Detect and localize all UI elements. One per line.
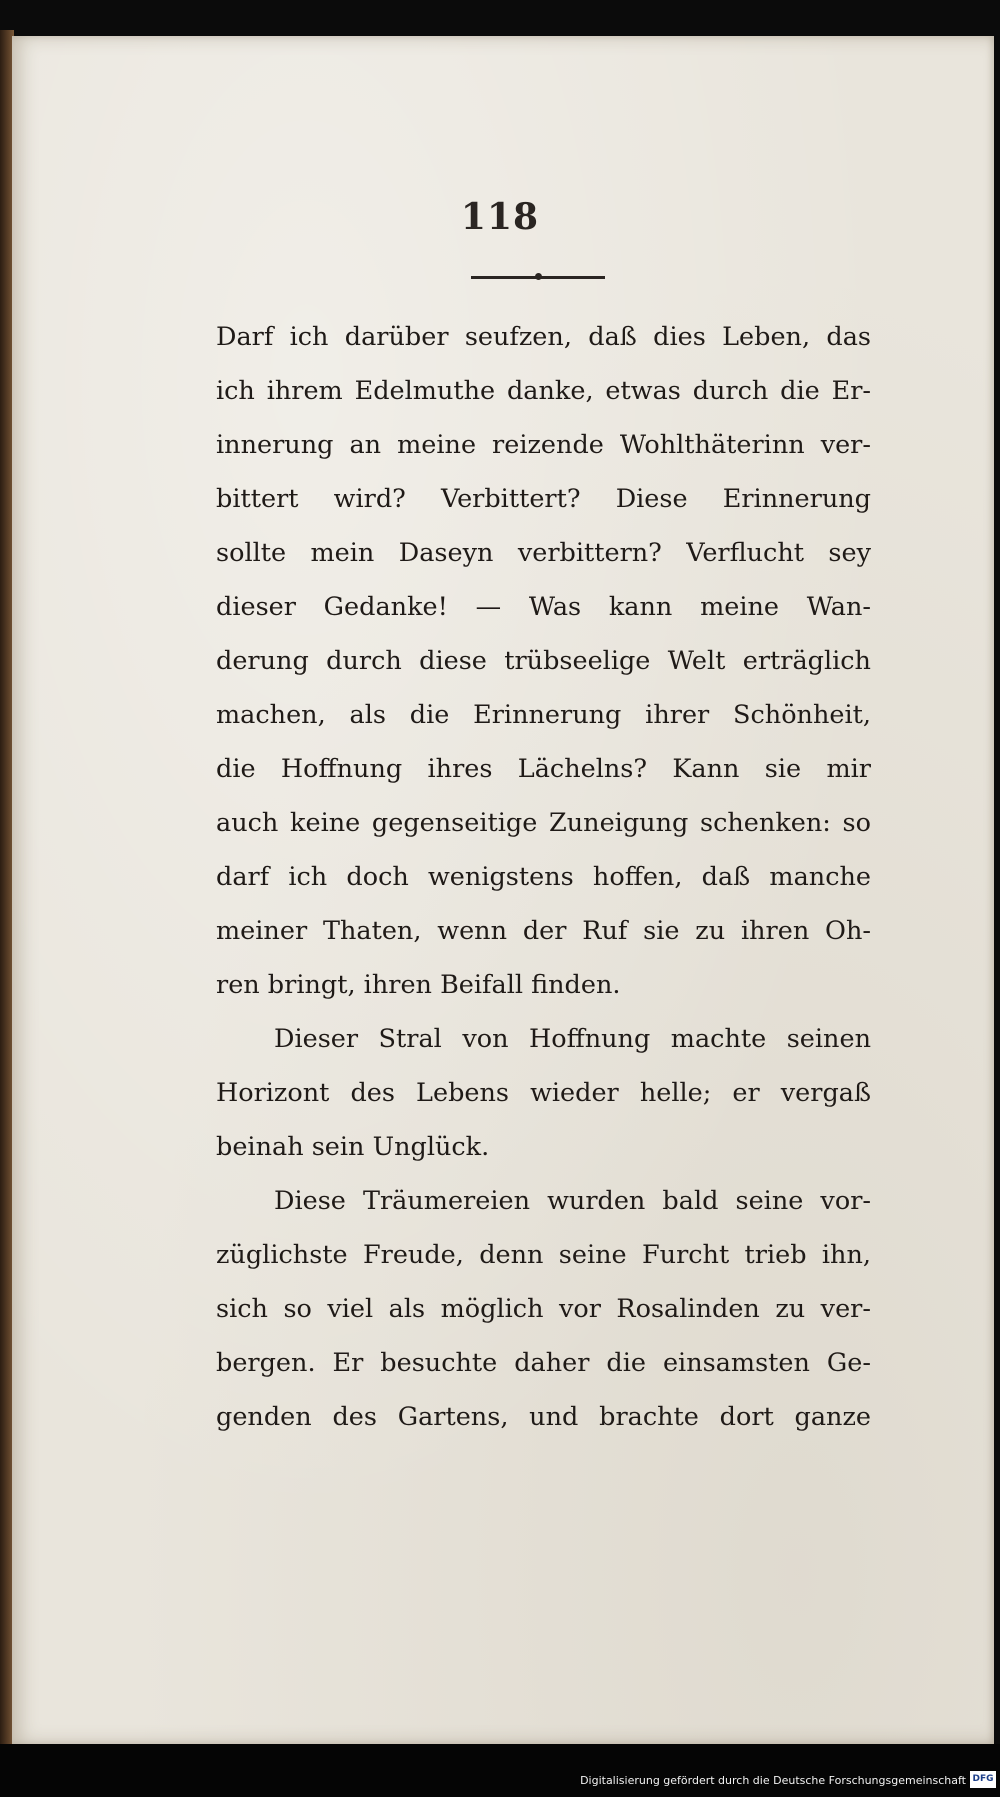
text-line: innerung an meine reizende Wohlthäterinn ver-	[216, 430, 871, 460]
text-line: beinah sein Unglück.	[216, 1132, 490, 1162]
text-line: auch keine gegenseitige Zuneigung schenken: so	[216, 808, 871, 838]
text-line: züglichste Freude, denn seine Furcht trieb ihn,	[216, 1240, 871, 1270]
text-line: sollte mein Daseyn verbittern? Verflucht sey	[216, 538, 871, 568]
text-line: derung durch diese trübseelige Welt erträglich	[216, 646, 871, 676]
text-line: ren bringt, ihren Beifall finden.	[216, 970, 621, 1000]
footer-bar	[0, 1744, 1000, 1797]
funding-credit: Digitalisierung gefördert durch die Deutsche Forschungsgemeinschaft	[580, 1774, 966, 1787]
text-line: bergen. Er besuchte daher die einsamsten Ge-	[216, 1348, 871, 1378]
text-line: Diese Träumereien wurden bald seine vor-	[274, 1186, 871, 1216]
page-number-rule	[471, 276, 605, 279]
page-number: 118	[460, 196, 540, 238]
text-line: dieser Gedanke! — Was kann meine Wan-	[216, 592, 871, 622]
text-line: sich so viel als möglich vor Rosalinden zu ver-	[216, 1294, 871, 1324]
text-line: Darf ich darüber seufzen, daß dies Leben, das	[216, 322, 871, 352]
text-line: die Hoffnung ihres Lächelns? Kann sie mir	[216, 754, 871, 784]
text-line: genden des Gartens, und brachte dort ganze	[216, 1402, 871, 1432]
text-line: meiner Thaten, wenn der Ruf sie zu ihren Oh-	[216, 916, 871, 946]
text-line: bittert wird? Verbittert? Diese Erinnerung	[216, 484, 871, 514]
text-line: machen, als die Erinnerung ihrer Schönheit,	[216, 700, 871, 730]
body-text	[216, 310, 871, 1444]
text-line: darf ich doch wenigstens hoffen, daß manche	[216, 862, 871, 892]
text-line: Dieser Stral von Hoffnung machte seinen	[274, 1024, 871, 1054]
text-line: ich ihrem Edelmuthe danke, etwas durch die Er-	[216, 376, 871, 406]
text-line: Horizont des Lebens wieder helle; er vergaß	[216, 1078, 871, 1108]
dfg-logo: DFG	[970, 1771, 996, 1788]
